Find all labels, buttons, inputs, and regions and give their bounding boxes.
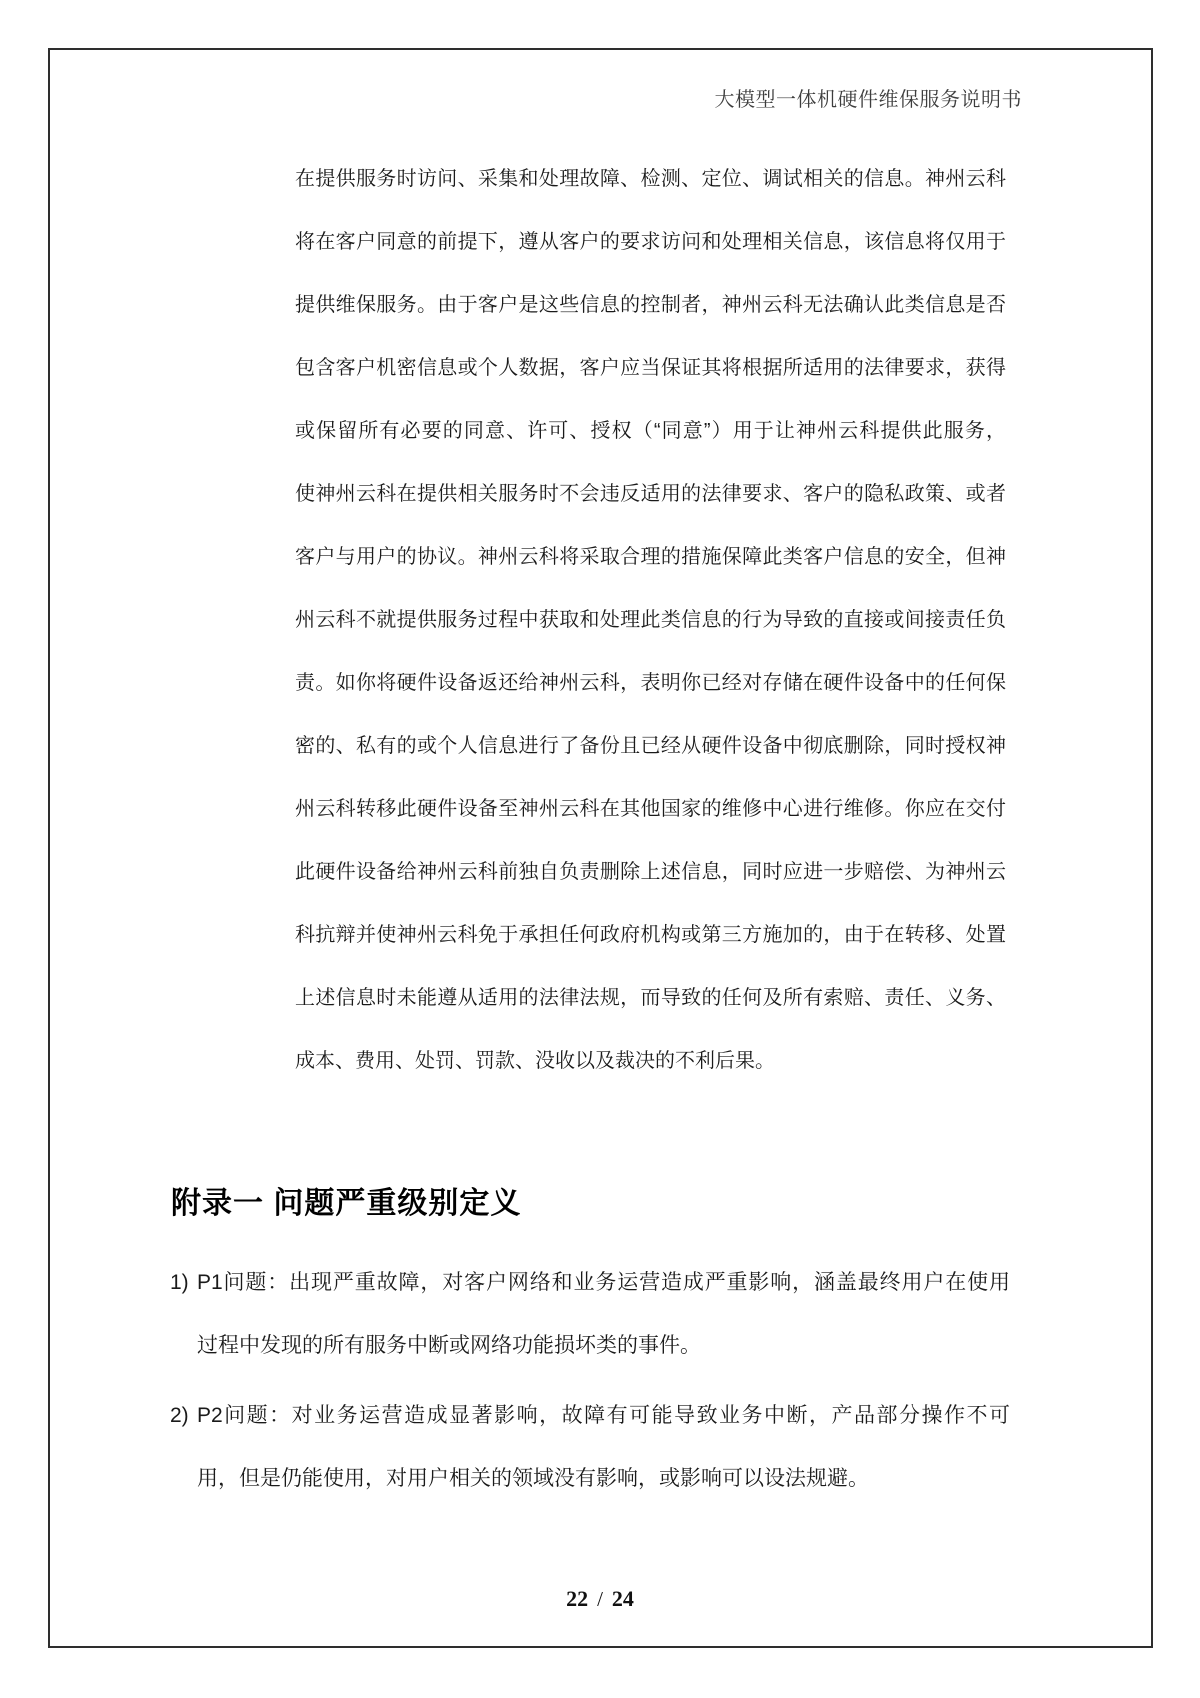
- text-line: 成本、费用、处罚、罚款、没收以及裁决的不利后果。: [295, 1050, 775, 1072]
- list-item-number: 1): [170, 1271, 189, 1294]
- text-line: 提供维保服务。由于客户是这些信息的控制者，神州云科无法确认此类信息是否: [295, 294, 1006, 316]
- text-line: 州云科转移此硬件设备至神州云科在其他国家的维修中心进行维修。你应在交付: [295, 798, 1006, 820]
- text-line: 过程中发现的所有服务中断或网络功能损坏类的事件。: [197, 1334, 701, 1357]
- text-line: 责。如你将硬件设备返还给神州云科，表明你已经对存储在硬件设备中的任何保: [295, 672, 1006, 694]
- text-line: 科抗辩并使神州云科免于承担任何政府机构或第三方施加的，由于在转移、处置: [295, 924, 1006, 946]
- list-item-p1: [170, 1251, 1010, 1377]
- current-page-number: 22: [566, 1586, 589, 1611]
- text-line: 州云科不就提供服务过程中获取和处理此类信息的行为导致的直接或间接责任负: [295, 609, 1006, 631]
- text-line: 使神州云科在提供相关服务时不会违反适用的法律要求、客户的隐私政策、或者: [295, 483, 1006, 505]
- text-line: 或保留所有必要的同意、许可、授权（“同意”）用于让神州云科提供此服务，: [295, 420, 1006, 442]
- total-page-number: 24: [611, 1586, 634, 1611]
- body-paragraph: [295, 148, 1006, 1093]
- list-item-number: 2): [170, 1404, 189, 1427]
- page-number-separator: /: [597, 1587, 603, 1611]
- text-line: 将在客户同意的前提下，遵从客户的要求访问和处理相关信息，该信息将仅用于: [295, 231, 1006, 253]
- severity-definition-list: [170, 1251, 1010, 1510]
- list-item-p2: [170, 1384, 1010, 1510]
- text-line: 在提供服务时访问、采集和处理故障、检测、定位、调试相关的信息。神州云科: [295, 168, 1006, 190]
- text-line: 此硬件设备给神州云科前独自负责删除上述信息，同时应进一步赔偿、为神州云: [295, 861, 1006, 883]
- text-line: P1问题：出现严重故障，对客户网络和业务运营造成严重影响，涵盖最终用户在使用: [197, 1271, 1010, 1294]
- text-line: 上述信息时未能遵从适用的法律法规，而导致的任何及所有索赔、责任、义务、: [295, 987, 1006, 1009]
- text-line: 包含客户机密信息或个人数据，客户应当保证其将根据所适用的法律要求，获得: [295, 357, 1006, 379]
- text-line: P2问题：对业务运营造成显著影响，故障有可能导致业务中断，产品部分操作不可: [197, 1404, 1010, 1427]
- list-item-text: [197, 1384, 1010, 1510]
- page-footer: [0, 1586, 1200, 1612]
- appendix-heading: 附录一 问题严重级别定义: [171, 1187, 522, 1220]
- list-item-text: [197, 1251, 1010, 1377]
- text-line: 用，但是仍能使用，对用户相关的领域没有影响，或影响可以设法规避。: [197, 1467, 869, 1490]
- text-line: 客户与用户的协议。神州云科将采取合理的措施保障此类客户信息的安全，但神: [295, 546, 1006, 568]
- page-header-title: 大模型一体机硬件维保服务说明书: [714, 89, 1022, 111]
- text-line: 密的、私有的或个人信息进行了备份且已经从硬件设备中彻底删除，同时授权神: [295, 735, 1006, 757]
